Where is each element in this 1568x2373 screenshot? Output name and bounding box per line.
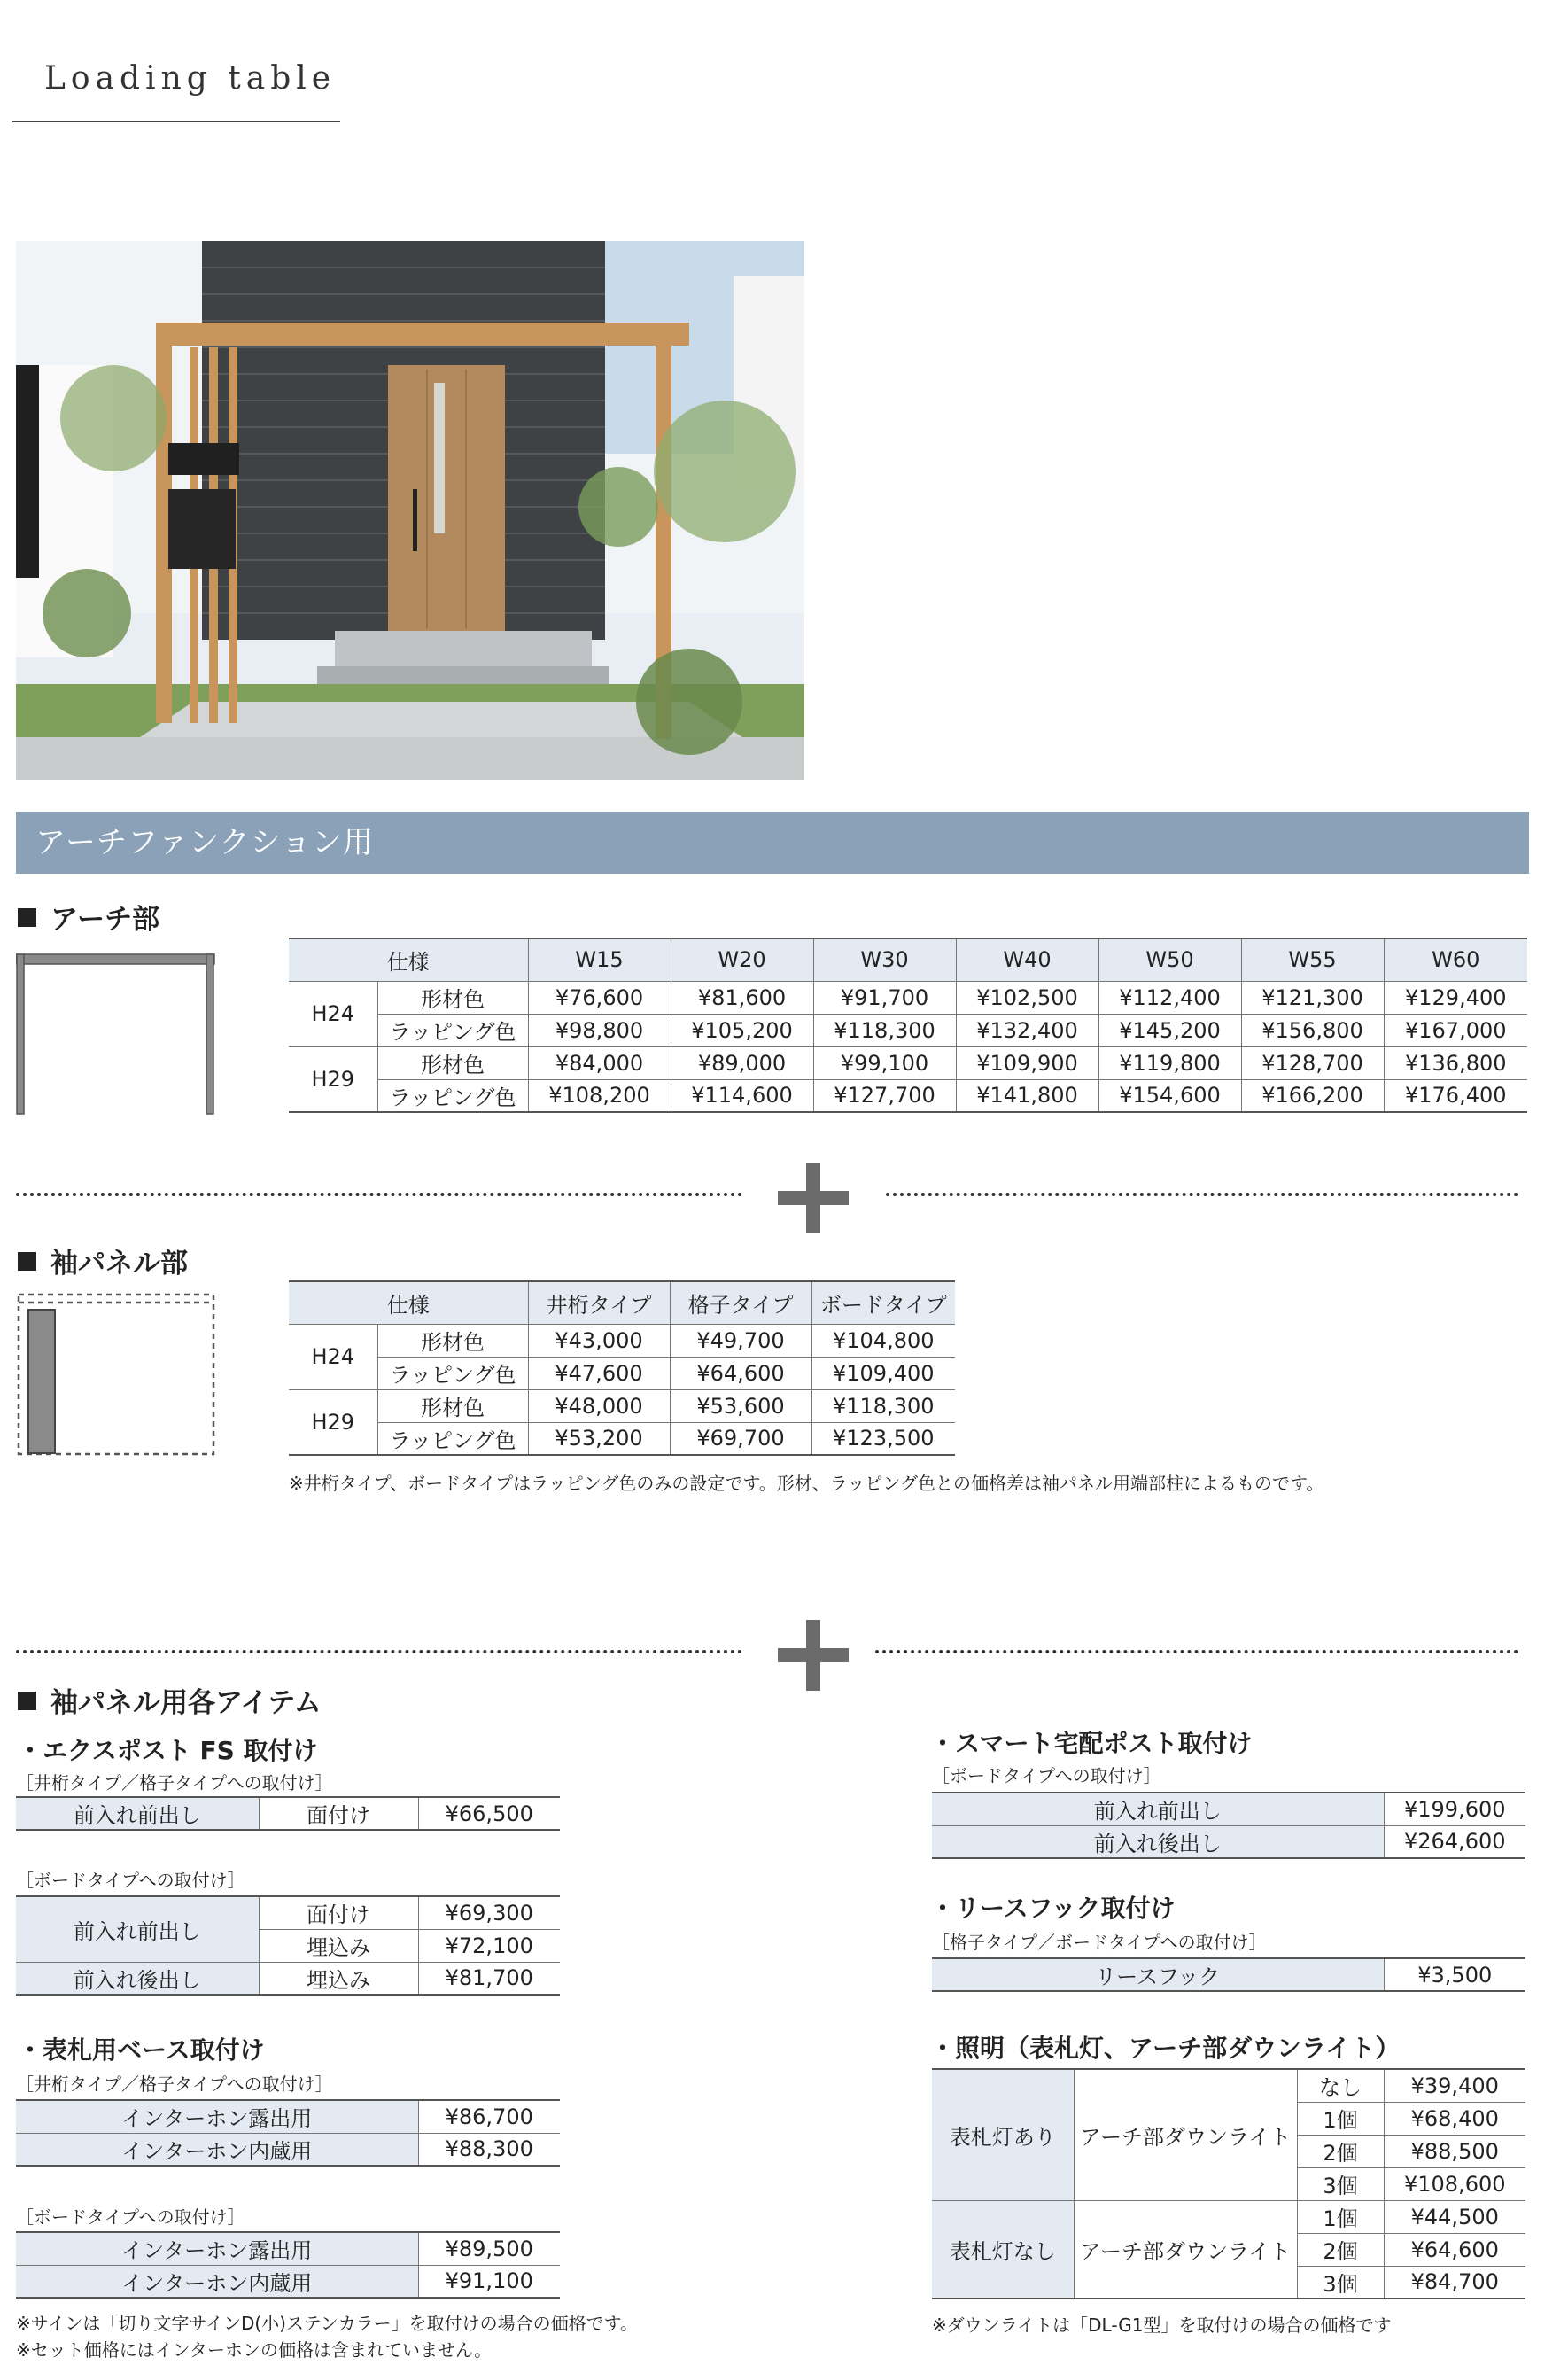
- expost-heading: ・エクスポスト FS 取付け: [18, 1736, 318, 1765]
- header-cell: 格子タイプ: [670, 1281, 811, 1324]
- price-cell: ¥127,700: [813, 1079, 956, 1112]
- price-cell: ¥154,600: [1098, 1079, 1241, 1112]
- price-cell: ¥145,200: [1098, 1014, 1241, 1046]
- price-cell: ¥3,500: [1384, 1958, 1525, 1991]
- price-cell: ¥49,700: [670, 1324, 811, 1357]
- square-bullet-icon: [18, 1252, 36, 1271]
- price-cell: ¥114,600: [671, 1079, 813, 1112]
- table-row: [16, 1797, 560, 1830]
- dotted-divider: [886, 1193, 1518, 1196]
- price-cell: ¥128,700: [1241, 1046, 1384, 1079]
- dotted-divider: [875, 1650, 1518, 1653]
- table-row: [932, 1793, 1525, 1825]
- mount-cell: 面付け: [259, 1797, 418, 1830]
- mount-cell: 埋込み: [259, 1962, 418, 1995]
- price-cell: ¥112,400: [1098, 981, 1241, 1014]
- arch-heading: [18, 897, 159, 937]
- price-cell: ¥123,500: [811, 1422, 955, 1455]
- spec-cell: 形材色: [377, 1389, 528, 1422]
- arch-frame-icon: [16, 953, 218, 1117]
- lighting-note: ※ダウンライトは「DL-G1型」を取付けの場合の価格です: [932, 2315, 1392, 2336]
- price-cell: ¥118,300: [813, 1014, 956, 1046]
- table-row: [289, 981, 1527, 1014]
- price-cell: ¥91,100: [418, 2265, 560, 2298]
- lighting-heading: ・照明（表札灯、アーチ部ダウンライト）: [930, 2034, 1401, 2063]
- header-cell: 井桁タイプ: [528, 1281, 670, 1324]
- label-cell: 表札灯なし: [932, 2200, 1074, 2299]
- product-photo: [16, 241, 804, 780]
- price-cell: ¥176,400: [1384, 1079, 1527, 1112]
- label-cell: 前入れ後出し: [932, 1825, 1384, 1858]
- header-cell: W40: [956, 938, 1098, 981]
- spec-cell: 形材色: [377, 1046, 528, 1079]
- spec-cell: ラッピング色: [377, 1422, 528, 1455]
- price-cell: ¥68,400: [1384, 2102, 1525, 2135]
- header-cell: W30: [813, 938, 956, 981]
- mount-cell: 面付け: [259, 1896, 418, 1929]
- table-row: [289, 1422, 955, 1455]
- price-cell: ¥47,600: [528, 1357, 670, 1389]
- price-cell: ¥132,400: [956, 1014, 1098, 1046]
- label-cell: インターホン露出用: [16, 2100, 418, 2133]
- table-row: [289, 1046, 1527, 1079]
- table-row: [16, 2100, 560, 2133]
- product-photo-illustration: [16, 241, 804, 780]
- price-cell: ¥108,200: [528, 1079, 671, 1112]
- nameplate-table-2: [16, 2231, 560, 2299]
- arch-heading-text: アーチ部: [50, 904, 160, 936]
- label-cell: 表札灯あり: [932, 2069, 1074, 2200]
- sleeve-heading-text: 袖パネル部: [50, 1248, 188, 1280]
- price-cell: ¥64,600: [670, 1357, 811, 1389]
- expost-table-2: [16, 1895, 560, 1996]
- smart-post-heading: ・スマート宅配ポスト取付け: [930, 1729, 1253, 1758]
- page-title: Loading table: [44, 60, 337, 97]
- arch-price-table: [289, 938, 1527, 1113]
- table-header-row: [289, 1281, 955, 1324]
- price-cell: ¥91,700: [813, 981, 956, 1014]
- table-row: [932, 1825, 1525, 1858]
- count-cell: なし: [1297, 2069, 1384, 2102]
- dotted-divider: [16, 1193, 742, 1196]
- height-cell: H29: [289, 1389, 377, 1455]
- price-cell: ¥44,500: [1384, 2200, 1525, 2233]
- price-cell: ¥199,600: [1384, 1793, 1525, 1825]
- price-cell: ¥84,000: [528, 1046, 671, 1079]
- spec-cell: ラッピング色: [377, 1357, 528, 1389]
- price-cell: ¥69,700: [670, 1422, 811, 1455]
- header-cell: W50: [1098, 938, 1241, 981]
- nameplate-subheading-1: ［井桁タイプ／格子タイプへの取付け］: [16, 2073, 333, 2095]
- price-cell: ¥86,700: [418, 2100, 560, 2133]
- header-cell: W15: [528, 938, 671, 981]
- price-cell: ¥104,800: [811, 1324, 955, 1357]
- table-row: [289, 1389, 955, 1422]
- wreath-heading: ・リースフック取付け: [930, 1894, 1176, 1923]
- price-cell: ¥166,200: [1241, 1079, 1384, 1112]
- price-cell: ¥48,000: [528, 1389, 670, 1422]
- wreath-table: [932, 1957, 1525, 1992]
- items-heading: [18, 1680, 322, 1720]
- price-cell: ¥66,500: [418, 1797, 560, 1830]
- spec-cell: 形材色: [377, 1324, 528, 1357]
- table-row: [289, 1014, 1527, 1046]
- header-cell: W60: [1384, 938, 1527, 981]
- header-cell: ボードタイプ: [811, 1281, 955, 1324]
- price-cell: ¥108,600: [1384, 2167, 1525, 2200]
- height-cell: H24: [289, 1324, 377, 1389]
- nameplate-note-1: ※サインは「切り文字サインD(小)ステンカラー」を取付けの場合の価格です。: [16, 2313, 638, 2334]
- price-cell: ¥81,600: [671, 981, 813, 1014]
- price-cell: ¥109,900: [956, 1046, 1098, 1079]
- price-cell: ¥72,100: [418, 1929, 560, 1962]
- smart-post-subheading: ［ボードタイプへの取付け］: [932, 1765, 1161, 1786]
- sleeve-heading: [18, 1241, 188, 1280]
- sleeve-panel-icon: [16, 1292, 218, 1459]
- header-cell: 仕様: [289, 938, 528, 981]
- label-cell: リースフック: [932, 1958, 1384, 1991]
- price-cell: ¥76,600: [528, 981, 671, 1014]
- label-cell: インターホン内蔵用: [16, 2265, 418, 2298]
- label-cell: 前入れ後出し: [16, 1962, 259, 1995]
- label-cell: 前入れ前出し: [932, 1793, 1384, 1825]
- sub-label-cell: アーチ部ダウンライト: [1074, 2200, 1297, 2299]
- price-cell: ¥264,600: [1384, 1825, 1525, 1858]
- price-cell: ¥88,300: [418, 2133, 560, 2166]
- spec-cell: ラッピング色: [377, 1014, 528, 1046]
- price-cell: ¥84,700: [1384, 2266, 1525, 2299]
- price-cell: ¥167,000: [1384, 1014, 1527, 1046]
- square-bullet-icon: [18, 1692, 36, 1710]
- price-cell: ¥129,400: [1384, 981, 1527, 1014]
- wreath-subheading: ［格子タイプ／ボードタイプへの取付け］: [932, 1932, 1267, 1953]
- price-cell: ¥53,600: [670, 1389, 811, 1422]
- header-cell: 仕様: [289, 1281, 528, 1324]
- nameplate-note-2: ※セット価格にはインターホンの価格は含まれていません。: [16, 2339, 493, 2361]
- expost-subheading-1: ［井桁タイプ／格子タイプへの取付け］: [16, 1772, 333, 1793]
- table-row: [16, 2133, 560, 2166]
- sub-label-cell: アーチ部ダウンライト: [1074, 2069, 1297, 2200]
- section-band: アーチファンクション用: [16, 812, 1529, 874]
- table-row: [932, 2200, 1525, 2233]
- price-cell: ¥119,800: [1098, 1046, 1241, 1079]
- label-cell: インターホン露出用: [16, 2232, 418, 2265]
- smart-post-table: [932, 1792, 1525, 1859]
- price-cell: ¥102,500: [956, 981, 1098, 1014]
- expost-table-1: [16, 1796, 560, 1831]
- count-cell: 3個: [1297, 2167, 1384, 2200]
- table-row: [289, 1079, 1527, 1112]
- sleeve-price-table: [289, 1280, 955, 1456]
- nameplate-subheading-2: ［ボードタイプへの取付け］: [16, 2206, 245, 2228]
- header-cell: W55: [1241, 938, 1384, 981]
- count-cell: 2個: [1297, 2233, 1384, 2266]
- header-cell: W20: [671, 938, 813, 981]
- table-row: [16, 1896, 560, 1929]
- price-cell: ¥99,100: [813, 1046, 956, 1079]
- lighting-table: [932, 2068, 1525, 2299]
- price-cell: ¥136,800: [1384, 1046, 1527, 1079]
- plus-icon-vertical: [806, 1620, 820, 1691]
- spec-cell: 形材色: [377, 981, 528, 1014]
- label-cell: インターホン内蔵用: [16, 2133, 418, 2166]
- label-cell: 前入れ前出し: [16, 1896, 259, 1962]
- table-row: [16, 2265, 560, 2298]
- price-cell: ¥109,400: [811, 1357, 955, 1389]
- mount-cell: 埋込み: [259, 1929, 418, 1962]
- plus-icon-vertical: [806, 1163, 820, 1233]
- table-row: [16, 2232, 560, 2265]
- nameplate-table-1: [16, 2099, 560, 2167]
- count-cell: 3個: [1297, 2266, 1384, 2299]
- price-cell: ¥88,500: [1384, 2135, 1525, 2167]
- dotted-divider: [16, 1650, 742, 1653]
- price-cell: ¥156,800: [1241, 1014, 1384, 1046]
- height-cell: H29: [289, 1046, 377, 1112]
- table-row: [289, 1324, 955, 1357]
- price-cell: ¥53,200: [528, 1422, 670, 1455]
- count-cell: 1個: [1297, 2200, 1384, 2233]
- label-cell: 前入れ前出し: [16, 1797, 259, 1830]
- sleeve-note: ※井桁タイプ、ボードタイプはラッピング色のみの設定です。形材、ラッピング色との価格差は袖パネル用端部柱によるものです。: [289, 1473, 1324, 1494]
- price-cell: ¥64,600: [1384, 2233, 1525, 2266]
- count-cell: 2個: [1297, 2135, 1384, 2167]
- price-cell: ¥89,500: [418, 2232, 560, 2265]
- nameplate-heading: ・表札用ベース取付け: [18, 2035, 265, 2065]
- price-cell: ¥69,300: [418, 1896, 560, 1929]
- table-row: [932, 1958, 1525, 1991]
- square-bullet-icon: [18, 908, 36, 927]
- price-cell: ¥98,800: [528, 1014, 671, 1046]
- items-heading-text: 袖パネル用各アイテム: [50, 1687, 322, 1719]
- price-cell: ¥118,300: [811, 1389, 955, 1422]
- price-cell: ¥43,000: [528, 1324, 670, 1357]
- table-header-row: [289, 938, 1527, 981]
- spec-cell: ラッピング色: [377, 1079, 528, 1112]
- price-cell: ¥121,300: [1241, 981, 1384, 1014]
- height-cell: H24: [289, 981, 377, 1046]
- expost-subheading-2: ［ボードタイプへの取付け］: [16, 1870, 245, 1891]
- title-underline: [12, 121, 340, 122]
- price-cell: ¥105,200: [671, 1014, 813, 1046]
- count-cell: 1個: [1297, 2102, 1384, 2135]
- table-row: [16, 1962, 560, 1995]
- table-row: [289, 1357, 955, 1389]
- table-row: [932, 2069, 1525, 2102]
- price-cell: ¥39,400: [1384, 2069, 1525, 2102]
- price-cell: ¥81,700: [418, 1962, 560, 1995]
- price-cell: ¥141,800: [956, 1079, 1098, 1112]
- price-cell: ¥89,000: [671, 1046, 813, 1079]
